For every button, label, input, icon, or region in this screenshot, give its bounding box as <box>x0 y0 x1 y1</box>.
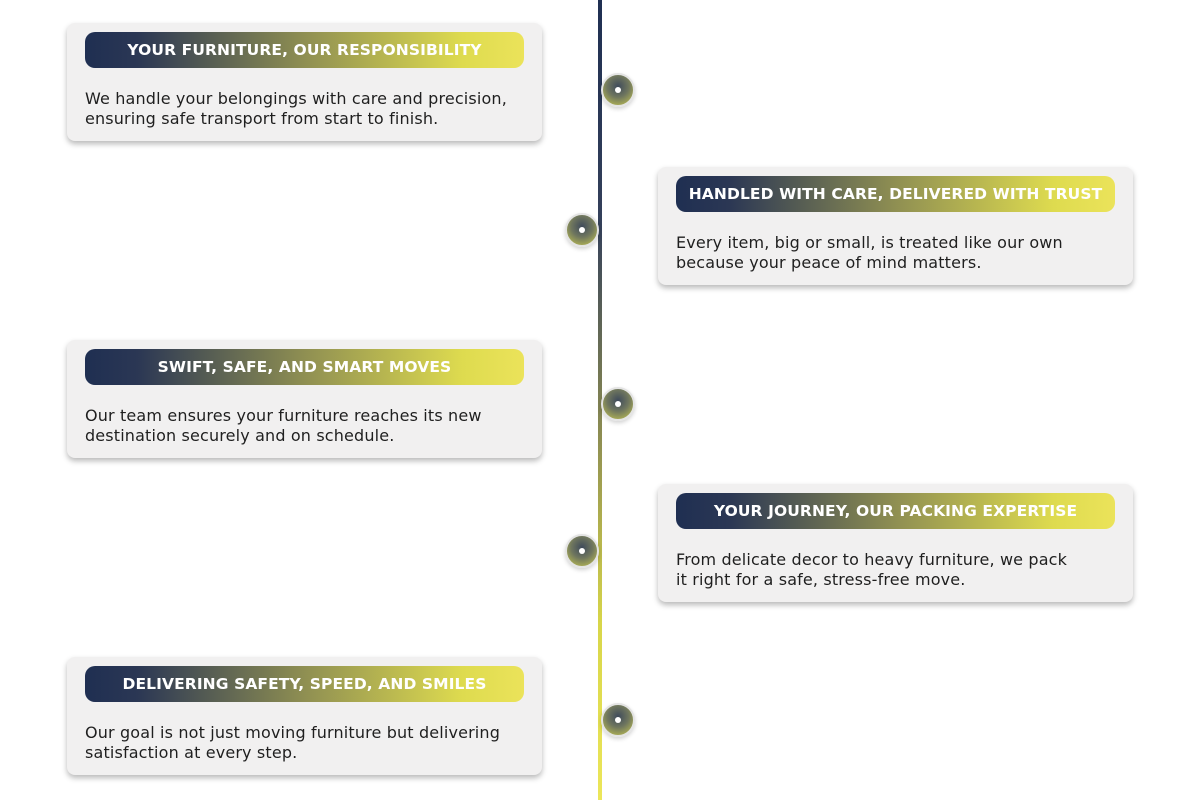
timeline-dot-3 <box>601 387 635 421</box>
timeline-dot-5 <box>601 703 635 737</box>
card-title: SWIFT, SAFE, AND SMART MOVES <box>85 349 524 385</box>
timeline-dot-4 <box>565 534 599 568</box>
card-title: YOUR FURNITURE, OUR RESPONSIBILITY <box>85 32 524 68</box>
timeline-card-2 <box>658 167 1133 285</box>
card-description: From delicate decor to heavy furniture, we pack it right for a safe, stress-free move. <box>676 550 1068 589</box>
timeline-card-1 <box>67 23 542 141</box>
card-description: Every item, big or small, is treated like our own because your peace of mind matters. <box>676 233 1063 272</box>
timeline-card-3 <box>67 340 542 458</box>
card-title: DELIVERING SAFETY, SPEED, AND SMILES <box>85 666 524 702</box>
timeline-dot-2 <box>565 213 599 247</box>
timeline-dot-1 <box>601 73 635 107</box>
timeline-card-4 <box>658 484 1133 602</box>
card-description: Our team ensures your furniture reaches its new destination securely and on schedule. <box>85 406 482 445</box>
card-title: YOUR JOURNEY, OUR PACKING EXPERTISE <box>676 493 1115 529</box>
card-description: Our goal is not just moving furniture but delivering satisfaction at every step. <box>85 723 500 762</box>
card-description: We handle your belongings with care and precision, ensuring safe transport from start to finish. <box>85 89 507 128</box>
timeline-card-5 <box>67 657 542 775</box>
card-title: HANDLED WITH CARE, DELIVERED WITH TRUST <box>676 176 1115 212</box>
